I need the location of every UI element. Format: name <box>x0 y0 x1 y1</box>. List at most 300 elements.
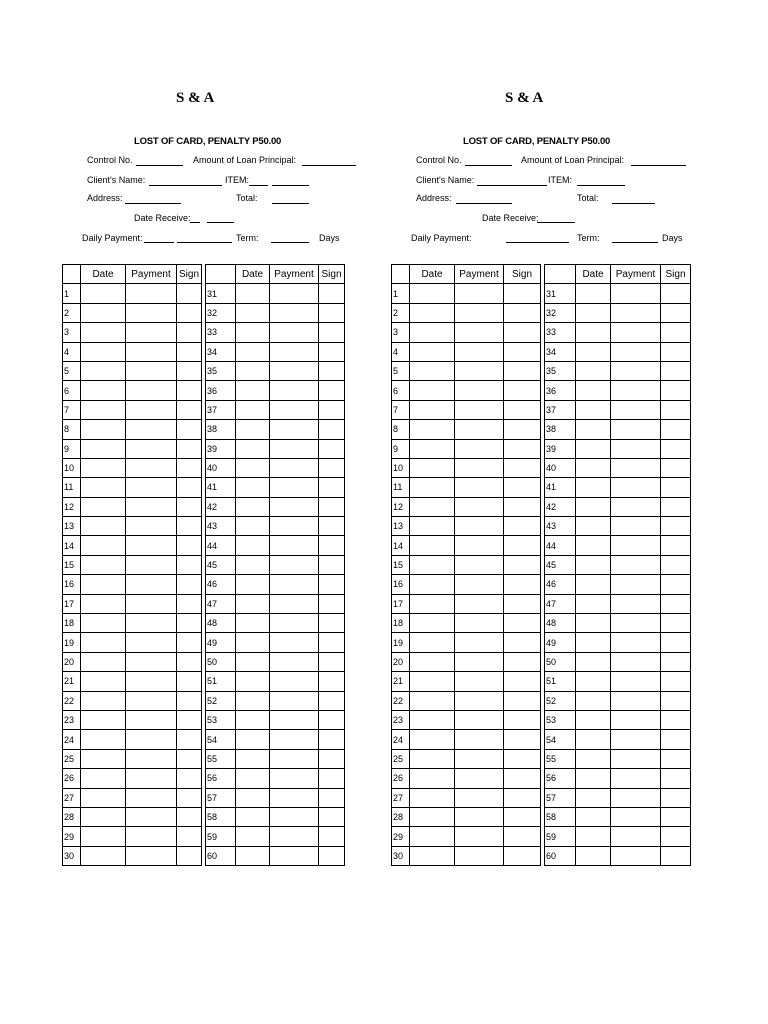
sign-cell[interactable] <box>504 536 541 555</box>
payment-cell[interactable] <box>270 400 319 419</box>
payment-cell[interactable] <box>126 381 177 400</box>
date-cell[interactable] <box>576 730 611 749</box>
sign-cell[interactable] <box>661 846 691 865</box>
sign-cell[interactable] <box>177 517 202 536</box>
date-cell[interactable] <box>576 555 611 574</box>
sign-cell[interactable] <box>661 807 691 826</box>
sign-cell[interactable] <box>661 594 691 613</box>
daily-payment-field[interactable] <box>506 242 569 243</box>
date-cell[interactable] <box>81 710 126 729</box>
date-cell[interactable] <box>81 672 126 691</box>
date-cell[interactable] <box>236 381 270 400</box>
date-cell[interactable] <box>410 691 455 710</box>
sign-cell[interactable] <box>504 303 541 322</box>
sign-cell[interactable] <box>177 633 202 652</box>
date-cell[interactable] <box>410 749 455 768</box>
date-cell[interactable] <box>410 827 455 846</box>
sign-cell[interactable] <box>504 478 541 497</box>
item-field-a[interactable] <box>249 185 268 186</box>
date-cell[interactable] <box>81 478 126 497</box>
payment-cell[interactable] <box>455 730 504 749</box>
payment-cell[interactable] <box>611 497 661 516</box>
payment-cell[interactable] <box>126 555 177 574</box>
sign-cell[interactable] <box>504 458 541 477</box>
payment-cell[interactable] <box>455 614 504 633</box>
payment-cell[interactable] <box>455 652 504 671</box>
sign-cell[interactable] <box>504 769 541 788</box>
date-cell[interactable] <box>410 458 455 477</box>
sign-cell[interactable] <box>504 323 541 342</box>
client-name-field[interactable] <box>149 185 222 186</box>
sign-cell[interactable] <box>504 420 541 439</box>
sign-cell[interactable] <box>177 846 202 865</box>
item-field[interactable] <box>577 185 625 186</box>
sign-cell[interactable] <box>504 497 541 516</box>
date-cell[interactable] <box>410 400 455 419</box>
date-cell[interactable] <box>410 342 455 361</box>
term-field[interactable] <box>271 242 309 243</box>
date-cell[interactable] <box>81 769 126 788</box>
sign-cell[interactable] <box>177 478 202 497</box>
payment-cell[interactable] <box>611 614 661 633</box>
payment-cell[interactable] <box>270 555 319 574</box>
date-cell[interactable] <box>236 517 270 536</box>
sign-cell[interactable] <box>661 710 691 729</box>
payment-cell[interactable] <box>126 342 177 361</box>
payment-cell[interactable] <box>270 497 319 516</box>
date-cell[interactable] <box>410 517 455 536</box>
payment-cell[interactable] <box>455 788 504 807</box>
payment-cell[interactable] <box>126 594 177 613</box>
payment-cell[interactable] <box>270 439 319 458</box>
date-cell[interactable] <box>236 710 270 729</box>
date-cell[interactable] <box>410 323 455 342</box>
date-cell[interactable] <box>81 458 126 477</box>
sign-cell[interactable] <box>177 497 202 516</box>
date-cell[interactable] <box>236 846 270 865</box>
payment-cell[interactable] <box>455 400 504 419</box>
date-cell[interactable] <box>81 400 126 419</box>
date-cell[interactable] <box>410 846 455 865</box>
date-cell[interactable] <box>81 381 126 400</box>
sign-cell[interactable] <box>661 575 691 594</box>
payment-cell[interactable] <box>611 827 661 846</box>
date-cell[interactable] <box>81 323 126 342</box>
loan-principal-field[interactable] <box>631 165 686 166</box>
date-cell[interactable] <box>81 846 126 865</box>
payment-cell[interactable] <box>126 846 177 865</box>
sign-cell[interactable] <box>661 439 691 458</box>
payment-cell[interactable] <box>270 517 319 536</box>
payment-cell[interactable] <box>611 594 661 613</box>
date-cell[interactable] <box>576 284 611 303</box>
date-cell[interactable] <box>576 846 611 865</box>
payment-cell[interactable] <box>126 788 177 807</box>
payment-cell[interactable] <box>611 517 661 536</box>
payment-cell[interactable] <box>126 827 177 846</box>
payment-cell[interactable] <box>126 691 177 710</box>
date-cell[interactable] <box>81 652 126 671</box>
sign-cell[interactable] <box>177 284 202 303</box>
date-cell[interactable] <box>576 303 611 322</box>
payment-cell[interactable] <box>455 672 504 691</box>
date-cell[interactable] <box>81 594 126 613</box>
date-cell[interactable] <box>576 478 611 497</box>
payment-cell[interactable] <box>455 303 504 322</box>
date-cell[interactable] <box>576 749 611 768</box>
sign-cell[interactable] <box>661 478 691 497</box>
date-cell[interactable] <box>81 614 126 633</box>
date-cell[interactable] <box>81 284 126 303</box>
payment-cell[interactable] <box>611 749 661 768</box>
payment-cell[interactable] <box>270 827 319 846</box>
sign-cell[interactable] <box>177 594 202 613</box>
sign-cell[interactable] <box>504 400 541 419</box>
sign-cell[interactable] <box>504 361 541 380</box>
date-cell[interactable] <box>81 788 126 807</box>
date-cell[interactable] <box>576 594 611 613</box>
payment-cell[interactable] <box>126 458 177 477</box>
date-cell[interactable] <box>576 361 611 380</box>
payment-cell[interactable] <box>455 284 504 303</box>
sign-cell[interactable] <box>177 769 202 788</box>
date-cell[interactable] <box>576 458 611 477</box>
date-cell[interactable] <box>236 361 270 380</box>
sign-cell[interactable] <box>661 730 691 749</box>
payment-cell[interactable] <box>126 517 177 536</box>
date-cell[interactable] <box>236 633 270 652</box>
date-cell[interactable] <box>576 807 611 826</box>
sign-cell[interactable] <box>177 652 202 671</box>
date-cell[interactable] <box>410 381 455 400</box>
payment-cell[interactable] <box>611 439 661 458</box>
sign-cell[interactable] <box>177 614 202 633</box>
payment-cell[interactable] <box>455 517 504 536</box>
sign-cell[interactable] <box>661 769 691 788</box>
payment-cell[interactable] <box>270 691 319 710</box>
payment-cell[interactable] <box>126 672 177 691</box>
date-cell[interactable] <box>81 807 126 826</box>
payment-cell[interactable] <box>611 769 661 788</box>
sign-cell[interactable] <box>661 749 691 768</box>
payment-cell[interactable] <box>126 769 177 788</box>
date-cell[interactable] <box>236 303 270 322</box>
payment-cell[interactable] <box>126 497 177 516</box>
payment-cell[interactable] <box>455 633 504 652</box>
date-cell[interactable] <box>236 788 270 807</box>
date-cell[interactable] <box>236 614 270 633</box>
payment-cell[interactable] <box>270 710 319 729</box>
payment-cell[interactable] <box>270 458 319 477</box>
date-cell[interactable] <box>236 478 270 497</box>
sign-cell[interactable] <box>661 420 691 439</box>
sign-cell[interactable] <box>177 672 202 691</box>
payment-cell[interactable] <box>455 323 504 342</box>
payment-cell[interactable] <box>455 846 504 865</box>
payment-cell[interactable] <box>611 420 661 439</box>
payment-cell[interactable] <box>611 361 661 380</box>
sign-cell[interactable] <box>661 788 691 807</box>
date-cell[interactable] <box>410 303 455 322</box>
sign-cell[interactable] <box>177 361 202 380</box>
payment-cell[interactable] <box>270 361 319 380</box>
payment-cell[interactable] <box>270 478 319 497</box>
sign-cell[interactable] <box>661 672 691 691</box>
payment-cell[interactable] <box>455 749 504 768</box>
payment-cell[interactable] <box>270 614 319 633</box>
date-receive-field-a[interactable] <box>190 222 200 223</box>
payment-cell[interactable] <box>270 575 319 594</box>
date-cell[interactable] <box>236 672 270 691</box>
payment-cell[interactable] <box>611 846 661 865</box>
total-field[interactable] <box>272 203 309 204</box>
date-cell[interactable] <box>236 342 270 361</box>
sign-cell[interactable] <box>504 749 541 768</box>
payment-cell[interactable] <box>455 439 504 458</box>
date-cell[interactable] <box>576 710 611 729</box>
payment-cell[interactable] <box>455 478 504 497</box>
sign-cell[interactable] <box>661 555 691 574</box>
date-cell[interactable] <box>236 807 270 826</box>
sign-cell[interactable] <box>504 633 541 652</box>
sign-cell[interactable] <box>504 555 541 574</box>
date-cell[interactable] <box>410 555 455 574</box>
date-cell[interactable] <box>576 633 611 652</box>
payment-cell[interactable] <box>270 730 319 749</box>
sign-cell[interactable] <box>177 420 202 439</box>
date-cell[interactable] <box>576 691 611 710</box>
date-cell[interactable] <box>236 284 270 303</box>
payment-cell[interactable] <box>270 594 319 613</box>
date-cell[interactable] <box>236 575 270 594</box>
payment-cell[interactable] <box>455 420 504 439</box>
payment-cell[interactable] <box>270 303 319 322</box>
total-field[interactable] <box>612 203 655 204</box>
sign-cell[interactable] <box>661 691 691 710</box>
date-cell[interactable] <box>81 827 126 846</box>
payment-cell[interactable] <box>126 478 177 497</box>
date-cell[interactable] <box>410 439 455 458</box>
daily-payment-field-a[interactable] <box>144 242 174 243</box>
payment-cell[interactable] <box>455 342 504 361</box>
payment-cell[interactable] <box>455 381 504 400</box>
sign-cell[interactable] <box>177 555 202 574</box>
payment-cell[interactable] <box>126 633 177 652</box>
payment-cell[interactable] <box>611 555 661 574</box>
date-cell[interactable] <box>410 769 455 788</box>
payment-cell[interactable] <box>270 846 319 865</box>
date-cell[interactable] <box>81 536 126 555</box>
payment-cell[interactable] <box>126 652 177 671</box>
date-cell[interactable] <box>576 536 611 555</box>
payment-cell[interactable] <box>126 439 177 458</box>
payment-cell[interactable] <box>611 478 661 497</box>
date-cell[interactable] <box>81 497 126 516</box>
payment-cell[interactable] <box>611 633 661 652</box>
payment-cell[interactable] <box>455 497 504 516</box>
sign-cell[interactable] <box>504 284 541 303</box>
date-cell[interactable] <box>410 730 455 749</box>
control-no-field[interactable] <box>136 165 183 166</box>
client-name-field[interactable] <box>477 185 547 186</box>
payment-cell[interactable] <box>611 730 661 749</box>
sign-cell[interactable] <box>504 788 541 807</box>
date-cell[interactable] <box>81 691 126 710</box>
date-cell[interactable] <box>576 652 611 671</box>
payment-cell[interactable] <box>126 420 177 439</box>
payment-cell[interactable] <box>126 323 177 342</box>
date-cell[interactable] <box>236 827 270 846</box>
sign-cell[interactable] <box>504 672 541 691</box>
term-field[interactable] <box>612 242 658 243</box>
payment-cell[interactable] <box>270 807 319 826</box>
date-cell[interactable] <box>81 420 126 439</box>
sign-cell[interactable] <box>661 633 691 652</box>
sign-cell[interactable] <box>661 284 691 303</box>
sign-cell[interactable] <box>661 614 691 633</box>
sign-cell[interactable] <box>661 303 691 322</box>
date-cell[interactable] <box>81 303 126 322</box>
date-cell[interactable] <box>576 769 611 788</box>
sign-cell[interactable] <box>504 710 541 729</box>
date-cell[interactable] <box>236 652 270 671</box>
date-cell[interactable] <box>410 633 455 652</box>
sign-cell[interactable] <box>661 381 691 400</box>
payment-cell[interactable] <box>455 361 504 380</box>
payment-cell[interactable] <box>270 420 319 439</box>
payment-cell[interactable] <box>611 672 661 691</box>
date-cell[interactable] <box>576 381 611 400</box>
payment-cell[interactable] <box>126 361 177 380</box>
sign-cell[interactable] <box>177 575 202 594</box>
date-cell[interactable] <box>81 730 126 749</box>
payment-cell[interactable] <box>611 342 661 361</box>
sign-cell[interactable] <box>661 652 691 671</box>
date-cell[interactable] <box>81 575 126 594</box>
sign-cell[interactable] <box>661 323 691 342</box>
sign-cell[interactable] <box>504 846 541 865</box>
date-cell[interactable] <box>576 323 611 342</box>
payment-cell[interactable] <box>270 536 319 555</box>
sign-cell[interactable] <box>177 342 202 361</box>
date-cell[interactable] <box>81 633 126 652</box>
date-cell[interactable] <box>236 323 270 342</box>
sign-cell[interactable] <box>177 323 202 342</box>
sign-cell[interactable] <box>177 807 202 826</box>
date-cell[interactable] <box>410 284 455 303</box>
daily-payment-field-b[interactable] <box>177 242 232 243</box>
payment-cell[interactable] <box>611 691 661 710</box>
date-receive-field[interactable] <box>537 222 575 223</box>
payment-cell[interactable] <box>455 594 504 613</box>
date-cell[interactable] <box>410 361 455 380</box>
payment-cell[interactable] <box>611 323 661 342</box>
sign-cell[interactable] <box>177 439 202 458</box>
payment-cell[interactable] <box>455 458 504 477</box>
sign-cell[interactable] <box>504 614 541 633</box>
date-cell[interactable] <box>236 730 270 749</box>
payment-cell[interactable] <box>611 400 661 419</box>
sign-cell[interactable] <box>504 342 541 361</box>
date-cell[interactable] <box>410 652 455 671</box>
payment-cell[interactable] <box>270 284 319 303</box>
payment-cell[interactable] <box>126 536 177 555</box>
payment-cell[interactable] <box>455 691 504 710</box>
payment-cell[interactable] <box>611 303 661 322</box>
sign-cell[interactable] <box>661 400 691 419</box>
sign-cell[interactable] <box>177 730 202 749</box>
date-cell[interactable] <box>81 517 126 536</box>
date-cell[interactable] <box>236 420 270 439</box>
date-cell[interactable] <box>576 439 611 458</box>
payment-cell[interactable] <box>126 807 177 826</box>
sign-cell[interactable] <box>504 575 541 594</box>
item-field-b[interactable] <box>272 185 309 186</box>
date-cell[interactable] <box>576 497 611 516</box>
payment-cell[interactable] <box>126 575 177 594</box>
date-cell[interactable] <box>81 342 126 361</box>
sign-cell[interactable] <box>504 730 541 749</box>
sign-cell[interactable] <box>177 749 202 768</box>
sign-cell[interactable] <box>177 827 202 846</box>
payment-cell[interactable] <box>126 284 177 303</box>
date-cell[interactable] <box>410 594 455 613</box>
sign-cell[interactable] <box>661 827 691 846</box>
payment-cell[interactable] <box>270 652 319 671</box>
payment-cell[interactable] <box>270 381 319 400</box>
payment-cell[interactable] <box>611 652 661 671</box>
date-cell[interactable] <box>236 536 270 555</box>
payment-cell[interactable] <box>126 614 177 633</box>
date-cell[interactable] <box>576 342 611 361</box>
date-cell[interactable] <box>236 594 270 613</box>
date-cell[interactable] <box>236 769 270 788</box>
date-cell[interactable] <box>576 672 611 691</box>
sign-cell[interactable] <box>661 517 691 536</box>
sign-cell[interactable] <box>504 652 541 671</box>
sign-cell[interactable] <box>177 788 202 807</box>
sign-cell[interactable] <box>177 381 202 400</box>
date-cell[interactable] <box>81 361 126 380</box>
date-cell[interactable] <box>410 575 455 594</box>
sign-cell[interactable] <box>177 691 202 710</box>
date-cell[interactable] <box>236 555 270 574</box>
date-cell[interactable] <box>576 420 611 439</box>
sign-cell[interactable] <box>504 594 541 613</box>
date-cell[interactable] <box>81 439 126 458</box>
date-cell[interactable] <box>576 575 611 594</box>
sign-cell[interactable] <box>661 497 691 516</box>
sign-cell[interactable] <box>661 361 691 380</box>
sign-cell[interactable] <box>504 827 541 846</box>
sign-cell[interactable] <box>504 807 541 826</box>
payment-cell[interactable] <box>455 536 504 555</box>
payment-cell[interactable] <box>455 710 504 729</box>
payment-cell[interactable] <box>611 807 661 826</box>
payment-cell[interactable] <box>611 575 661 594</box>
payment-cell[interactable] <box>455 769 504 788</box>
date-receive-field-b[interactable] <box>207 222 234 223</box>
payment-cell[interactable] <box>270 633 319 652</box>
payment-cell[interactable] <box>611 536 661 555</box>
payment-cell[interactable] <box>270 342 319 361</box>
sign-cell[interactable] <box>661 342 691 361</box>
address-field[interactable] <box>456 203 512 204</box>
payment-cell[interactable] <box>270 323 319 342</box>
payment-cell[interactable] <box>270 749 319 768</box>
date-cell[interactable] <box>81 749 126 768</box>
payment-cell[interactable] <box>611 788 661 807</box>
